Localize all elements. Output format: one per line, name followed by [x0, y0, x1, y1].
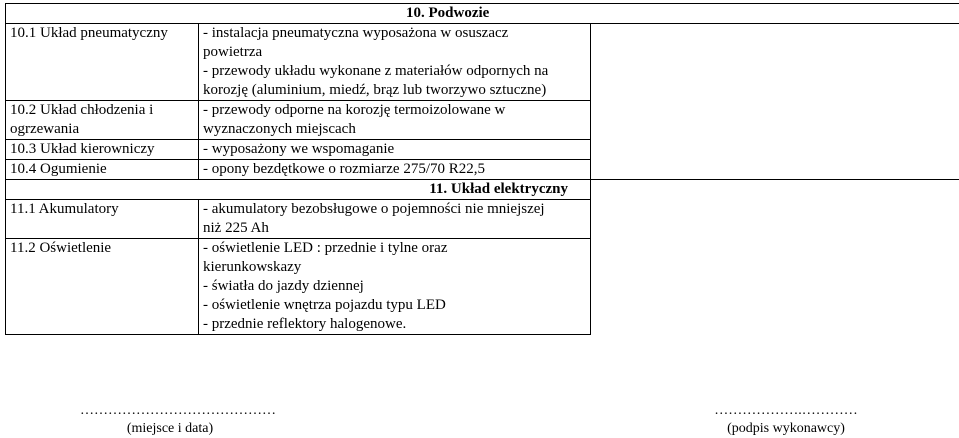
row-label [6, 101, 199, 140]
row-description [199, 140, 591, 160]
description-line: powietrza [203, 44, 263, 60]
table-row [6, 24, 959, 101]
row-description [199, 24, 591, 101]
description-line: - opony bezdętkowe o rozmiarze 275/70 R22,5 [203, 161, 486, 177]
row-description [199, 160, 591, 180]
empty-cell [591, 239, 959, 335]
description-line: - wyposażony we wspomaganie [203, 141, 395, 157]
description-line: - oświetlenie wnętrza pojazdu typu LED [203, 297, 446, 313]
specification-table [5, 3, 959, 335]
place-date-signature [80, 402, 276, 438]
description-line: wyznaczonych miejscach [203, 121, 356, 137]
description-line: - akumulatory bezobsługowe o pojemności nie mniejszej [203, 201, 545, 217]
description-line: - instalacja pneumatyczna wyposażona w osuszacz [203, 25, 509, 41]
section-header-row [6, 4, 959, 24]
section-title: 10. Podwozie [6, 4, 959, 24]
signature-caption: (miejsce i data) [126, 421, 214, 436]
description-line: niż 225 Ah [203, 220, 269, 236]
description-line: korozję (aluminium, miedź, brąz lub tworzywo sztuczne) [203, 82, 547, 98]
description-line: - światła do jazdy dziennej [203, 278, 364, 294]
empty-cell [591, 200, 959, 239]
description-line: - przednie reflektory halogenowe. [203, 316, 407, 332]
row-label: 11.1 Akumulatory [6, 200, 199, 239]
description-line: kierunkowskazy [203, 259, 302, 275]
dotted-line: …………………………………… [80, 403, 276, 418]
label-line: 10.2 Układ chłodzenia i [10, 102, 154, 118]
contractor-signature [676, 402, 896, 438]
description-line: - przewody odporne na korozję termoizolowane w [203, 102, 506, 118]
row-description [199, 200, 591, 239]
empty-cell [591, 24, 959, 180]
row-label: 11.2 Oświetlenie [6, 239, 199, 335]
description-line: - oświetlenie LED : przednie i tylne oraz [203, 240, 448, 256]
row-label: 10.4 Ogumienie [6, 160, 199, 180]
row-label: 10.3 Układ kierowniczy [6, 140, 199, 160]
description-line: - przewody układu wykonane z materiałów odpornych na [203, 63, 549, 79]
dotted-line: ……………….………… [714, 403, 858, 418]
section-header-row [6, 180, 959, 200]
table-row [6, 239, 959, 335]
label-line: ogrzewania [10, 121, 80, 137]
signature-caption: (podpis wykonawcy) [727, 421, 845, 436]
row-description [199, 239, 591, 335]
row-description [199, 101, 591, 140]
row-label: 10.1 Układ pneumatyczny [6, 24, 199, 101]
section-title: 11. Układ elektryczny [6, 180, 591, 200]
empty-cell [591, 180, 959, 200]
table-row [6, 200, 959, 239]
